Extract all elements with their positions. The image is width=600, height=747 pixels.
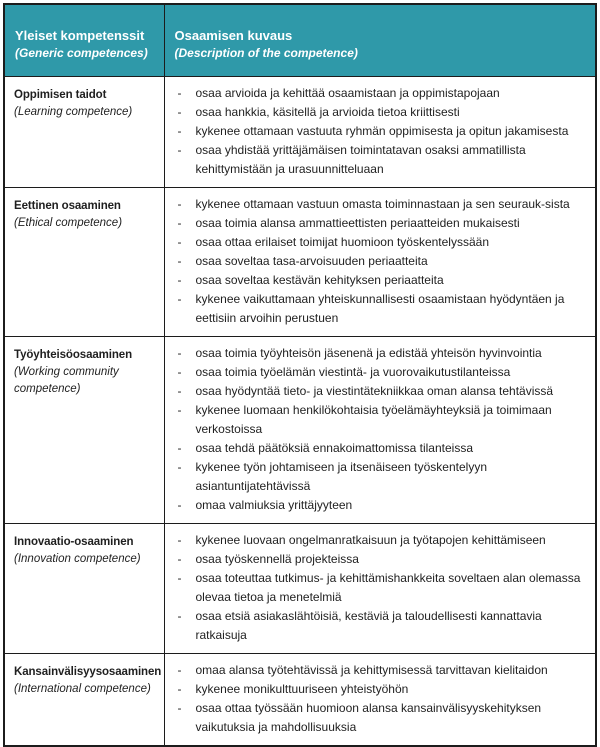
- bullet-item: - osaa hankkia, käsitellä ja arvioida tietoa kriittisesti: [165, 103, 588, 122]
- table-body: [4, 76, 596, 746]
- competence-name-en: (Learning competence): [14, 105, 133, 118]
- bullet-item: - omaa valmiuksia yrittäjyyteen: [165, 496, 588, 515]
- competence-name-cell: [4, 336, 164, 523]
- competence-name-cell: [4, 653, 164, 746]
- table-row-learning-competence: [4, 76, 596, 187]
- bullet-item: - osaa ottaa erilaiset toimijat huomioon työskentelyssään: [165, 233, 588, 252]
- competence-name-en: (Working community competence): [14, 365, 119, 395]
- bullet-item: - osaa toteuttaa tutkimus- ja kehittämishankkeita soveltaen alan olemassa olevaa tietoa ja menetelmiä: [165, 569, 588, 607]
- table-row-working-community-competence: [4, 336, 596, 523]
- bullet-item: - kykenee luomaan henkilökohtaisia työelämäyhteyksiä ja toimimaan verkostoissa: [165, 401, 588, 439]
- bullet-list: [165, 344, 588, 515]
- competence-name-en: (Ethical competence): [14, 216, 123, 229]
- competence-name-en: (International competence): [14, 682, 151, 695]
- bullet-item: - kykenee ottamaan vastuuta ryhmän oppimisesta ja opitun jakamisesta: [165, 122, 588, 141]
- bullet-item: - osaa tehdä päätöksiä ennakoimattomissa tilanteissa: [165, 439, 588, 458]
- competence-description-cell: [164, 187, 596, 336]
- table-row-ethical-competence: [4, 187, 596, 336]
- header-cell-description: [164, 4, 596, 76]
- bullet-item: - kykenee ottamaan vastuun omasta toiminnastaan ja sen seurauk-sista: [165, 195, 588, 214]
- bullet-item: - osaa ottaa työssään huomioon alansa kansainvälisyyskehityksen vaikutuksia ja mahdollisuuksia: [165, 699, 588, 737]
- header-row: [4, 4, 596, 76]
- header-cell-generic-competences: [4, 4, 164, 76]
- competence-description-cell: [164, 653, 596, 746]
- bullet-item: - osaa toimia alansa ammattieettisten periaatteiden mukaisesti: [165, 214, 588, 233]
- bullet-item: - kykenee vaikuttamaan yhteiskunnallisesti osaamistaan hyödyntäen ja eettisiin arvoihin perustuen: [165, 290, 588, 328]
- competence-description-cell: [164, 76, 596, 187]
- bullet-item: - osaa toimia työelämän viestintä- ja vuorovaikutustilanteissa: [165, 363, 588, 382]
- bullet-list: [165, 661, 588, 737]
- bullet-item: - kykenee luovaan ongelmanratkaisuun ja työtapojen kehittämiseen: [165, 531, 588, 550]
- table-row-innovation-competence: [4, 523, 596, 653]
- bullet-item: - osaa arvioida ja kehittää osaamistaan ja oppimistapojaan: [165, 84, 588, 103]
- bullet-item: - osaa soveltaa tasa-arvoisuuden periaatteita: [165, 252, 588, 271]
- bullet-list: [165, 195, 588, 328]
- bullet-item: - osaa soveltaa kestävän kehityksen periaatteita: [165, 271, 588, 290]
- bullet-item: - osaa etsiä asiakaslähtöisiä, kestäviä ja taloudellisesti kannattavia ratkaisuja: [165, 607, 588, 645]
- bullet-item: - kykenee monikulttuuriseen yhteistyöhön: [165, 680, 588, 699]
- competence-name-fi: Oppimisen taidot: [14, 88, 107, 101]
- competence-name-fi: Innovaatio-osaaminen: [14, 535, 134, 548]
- bullet-item: - osaa työskennellä projekteissa: [165, 550, 588, 569]
- competence-description-cell: [164, 336, 596, 523]
- competence-description-cell: [164, 523, 596, 653]
- competence-table: [3, 3, 597, 747]
- bullet-item: - osaa toimia työyhteisön jäsenenä ja edistää yhteisön hyvinvointia: [165, 344, 588, 363]
- competence-name-cell: [4, 76, 164, 187]
- bullet-list: [165, 84, 588, 179]
- header-generic-fi: Yleiset kompetenssit: [15, 28, 145, 43]
- competence-name-cell: [4, 187, 164, 336]
- competence-name-fi: Kansainvälisyysosaaminen: [14, 665, 162, 678]
- competence-name-fi: Työyhteisöosaaminen: [14, 348, 133, 361]
- bullet-item: - omaa alansa työtehtävissä ja kehittymisessä tarvittavan kielitaidon: [165, 661, 588, 680]
- header-generic-en: (Generic competences): [15, 46, 148, 60]
- bullet-item: - osaa hyödyntää tieto- ja viestintätekniikkaa oman alansa tehtävissä: [165, 382, 588, 401]
- header-description-en: (Description of the competence): [174, 46, 358, 60]
- table-row-international-competence: [4, 653, 596, 746]
- bullet-item: - osaa yhdistää yrittäjämäisen toimintatavan osaksi ammatillista kehittymistään ja urasuunnitteluaan: [165, 141, 588, 179]
- competence-name-en: (Innovation competence): [14, 552, 141, 565]
- header-description-fi: Osaamisen kuvaus: [174, 28, 293, 43]
- competence-name-fi: Eettinen osaaminen: [14, 199, 121, 212]
- bullet-item: - kykenee työn johtamiseen ja itsenäiseen työskentelyyn asiantuntijatehtävissä: [165, 458, 588, 496]
- table-header: [4, 4, 596, 76]
- competence-name-cell: [4, 523, 164, 653]
- bullet-list: [165, 531, 588, 645]
